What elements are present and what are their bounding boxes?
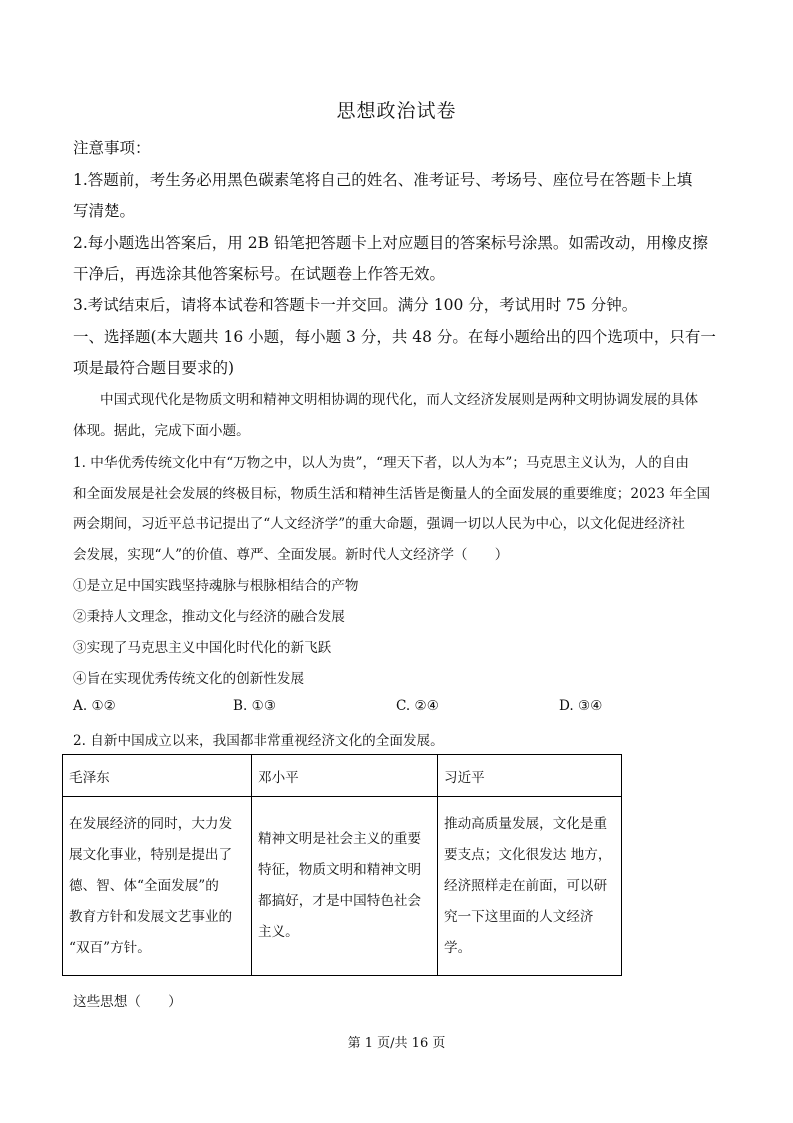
- cell-line: 特征，物质文明和精神文明: [258, 862, 422, 878]
- intro-line: 中国式现代化是物质文明和精神文明相协调的现代化，而人文经济发展则是两种文明协调发展的具体: [100, 392, 699, 408]
- cell-line: 在发展经济的同时，大力发: [69, 815, 233, 832]
- table-header-row: [63, 755, 622, 797]
- option-d[interactable]: D. ③④: [559, 698, 603, 714]
- table-header-cell: 习近平: [438, 755, 622, 797]
- page-footer: 第 1 页/共 16 页: [347, 1036, 446, 1051]
- option-b[interactable]: B. ①③: [233, 698, 277, 714]
- cell-line: 究一下这里面的人文经济: [444, 908, 594, 925]
- notice-line: 1.答题前，考生务必用黑色碳素笔将自己的姓名、准考证号、考场号、座位号在答题卡上填: [73, 171, 693, 189]
- cell-line: 学。: [444, 939, 472, 956]
- notice-line: 2.每小题选出答案后，用 2B 铅笔把答题卡上对应题目的答案标号涂黑。如需改动，用橡皮擦: [73, 234, 708, 252]
- cell-line: 要支点；文化很发达 地方，: [444, 846, 612, 863]
- cell-line: 主义。: [258, 924, 299, 940]
- section-heading: 一、选择题(本大题共 16 小题，每小题 3 分，共 48 分。在每小题给出的四个选项中，只有一: [73, 328, 716, 346]
- question-2-stem: 2. 自新中国成立以来，我国都非常重视经济文化的全面发展。: [73, 733, 444, 749]
- notice-heading: 注意事项：: [73, 139, 151, 157]
- notice-line: 干净后，再选涂其他答案标号。在试题卷上作答无效。: [73, 265, 446, 283]
- cell-line: 展文化事业，特别是提出了: [69, 846, 233, 863]
- cell-line: “双百”方针。: [69, 939, 151, 956]
- question-2-table: [62, 754, 622, 976]
- cell-line: 精神文明是社会主义的重要: [258, 831, 422, 847]
- question-2-prompt: 这些思想（ ）: [73, 994, 182, 1010]
- table-cell: [438, 797, 622, 976]
- section-heading: 项是最符合题目要求的): [73, 359, 235, 377]
- cell-line: 推动高质量发展，文化是重: [444, 815, 608, 832]
- table-header-cell: 邓小平: [252, 755, 438, 797]
- cell-line: 都搞好，才是中国特色社会: [258, 893, 422, 909]
- table-header-cell: 毛泽东: [63, 755, 252, 797]
- option-a[interactable]: A. ①②: [73, 698, 116, 714]
- table-row: [63, 797, 622, 976]
- notice-line: 写清楚。: [73, 202, 136, 220]
- notice-line: 3.考试结束后，请将本试卷和答题卡一并交回。满分 100 分，考试用时 75 分钟。: [73, 296, 638, 314]
- intro-line: 体现。据此，完成下面小题。: [73, 423, 250, 439]
- table-cell: [63, 797, 252, 976]
- question-1-stem: 1. 中华优秀传统文化中有“万物之中，以人为贵”，“理天下者，以人为本”；马克思主义认为，人的自由: [73, 455, 690, 471]
- question-1-stem: 和全面发展是社会发展的终极目标，物质生活和精神生活皆是衡量人的全面发展的重要维度；2023 年全国: [73, 486, 711, 502]
- question-1-item: ①是立足中国实践坚持魂脉与根脉相结合的产物: [73, 578, 359, 594]
- table-cell: [252, 797, 438, 976]
- question-1-item: ④旨在实现优秀传统文化的创新性发展: [73, 671, 305, 687]
- question-1-item: ②秉持人文理念，推动文化与经济的融合发展: [73, 609, 345, 625]
- page-title: 思想政治试卷: [336, 100, 457, 122]
- cell-line: 德、智、体“全面发展”的: [69, 877, 219, 894]
- option-c[interactable]: C. ②④: [396, 698, 439, 714]
- question-1-stem: 会发展，实现“人”的价值、尊严、全面发展。新时代人文经济学（ ）: [73, 547, 509, 563]
- cell-line: 经济照样走在前面，可以研: [444, 877, 608, 894]
- cell-line: 教育方针和发展文艺事业的: [69, 908, 233, 925]
- question-1-item: ③实现了马克思主义中国化时代化的新飞跃: [73, 640, 332, 656]
- question-1-stem: 两会期间，习近平总书记提出了“人文经济学”的重大命题，强调一切以人民为中心，以文化促进经济社: [73, 516, 686, 532]
